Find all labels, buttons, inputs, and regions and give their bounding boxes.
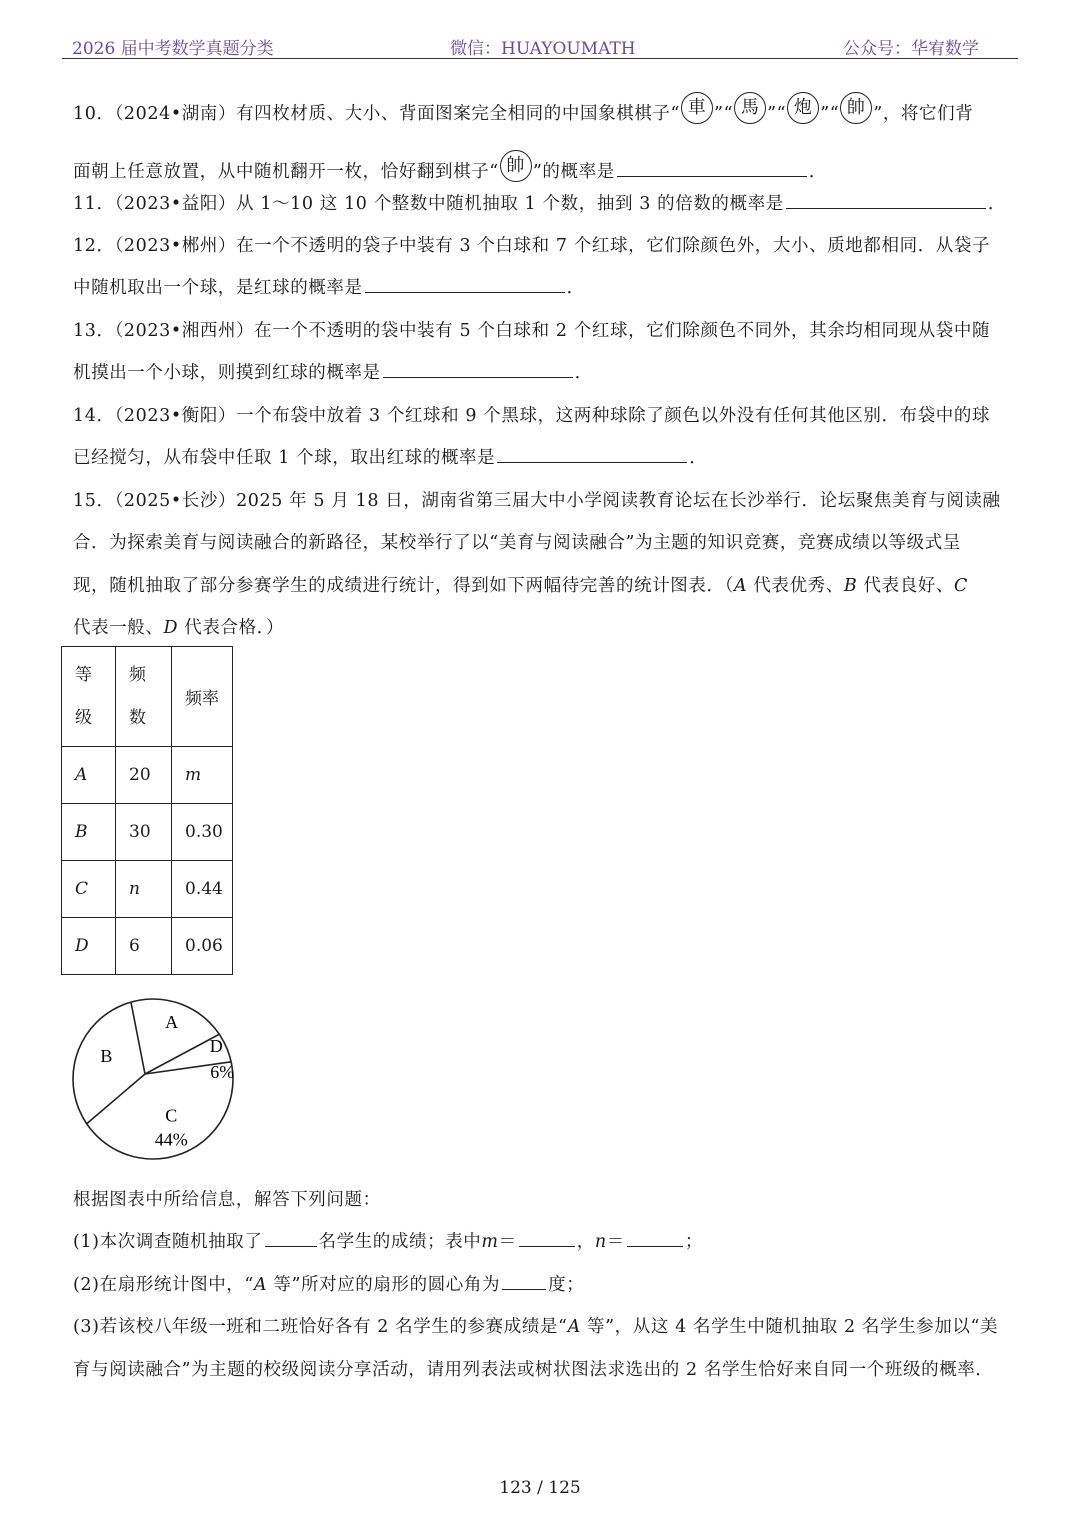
header-rule <box>62 58 1018 59</box>
q1-eq: ＝ <box>606 1232 625 1252</box>
table-cell: 0.06 <box>172 918 233 975</box>
q13-line2 <box>73 359 593 384</box>
var-A: A <box>253 1275 268 1295</box>
q10-line2 <box>73 150 827 183</box>
q15-text-c: 代表良好、 <box>857 576 955 596</box>
pie-label-d: D <box>209 1035 223 1056</box>
q15-text-e: 代表合格．） <box>178 618 285 638</box>
q10-sep: ”“ <box>767 104 787 124</box>
q1-end: ； <box>684 1232 703 1252</box>
header-char: 频 <box>129 664 146 685</box>
q2-end: 度； <box>548 1275 585 1295</box>
q1-text-b: 名学生的成绩；表中 <box>318 1232 482 1252</box>
table-cell: 0.30 <box>172 804 233 861</box>
q11-end: ． <box>987 194 1006 214</box>
var-m: m <box>481 1232 499 1252</box>
table-cell: 0.44 <box>172 861 233 918</box>
q2-text-b: 等”所对应的扇形的圆心角为 <box>267 1275 501 1295</box>
q11-line <box>73 190 1006 215</box>
pie-chart <box>62 990 262 1170</box>
questions-intro: 根据图表中所给信息，解答下列问题： <box>73 1190 381 1210</box>
answer-blank[interactable] <box>497 445 687 464</box>
q14-line2 <box>73 444 707 469</box>
q11-text: 11．（2023•益阳）从 1～10 这 10 个整数中随机抽取 1 个数，抽到 3 的倍数的概率是 <box>73 194 784 214</box>
q15-line2: 合．为探索美育与阅读融合的新路径，某校举行了以“美育与阅读融合”为主题的知识竞赛，竞赛成绩以等级式呈 <box>73 533 961 553</box>
answer-blank[interactable] <box>519 1229 575 1248</box>
q3-text-b: 等”，从这 4 名学生中随机抽取 2 名学生参加以“美 <box>580 1317 999 1337</box>
header-char: 级 <box>75 707 92 728</box>
var-n: n <box>594 1232 607 1252</box>
q13-end: ． <box>574 363 593 383</box>
q10-line1 <box>73 92 973 125</box>
var-A: A <box>567 1317 581 1337</box>
q1-sep: ， <box>576 1232 595 1252</box>
q14-end: ． <box>689 448 708 468</box>
table-cell <box>172 747 233 804</box>
cell-grade: B <box>75 822 88 842</box>
cell-var: m <box>185 765 202 785</box>
table-cell <box>116 861 172 918</box>
q2-text-a: (2)在扇形统计图中，“ <box>73 1275 254 1295</box>
q15-line1: 15．（2025•长沙）2025 年 5 月 18 日，湖南省第三届大中小学阅读教育论坛在长沙举行．论坛聚焦美育与阅读融 <box>73 491 1001 511</box>
q15-text-d: 代表一般、 <box>73 618 164 638</box>
q1-text-a: (1)本次调查随机抽取了 <box>73 1232 263 1252</box>
chess-piece-ma: 馬 <box>734 92 766 124</box>
sub-question-3-line1 <box>73 1313 998 1338</box>
header-left-title: 2026 届中考数学真题分类 <box>72 39 274 59</box>
q10-text-b: ”，将它们背 <box>873 104 974 124</box>
q10-sep: ”“ <box>820 104 840 124</box>
q15-text-b: 代表优秀、 <box>747 576 844 596</box>
cell-grade: A <box>75 765 88 785</box>
header-public-account: 公众号：华宥数学 <box>843 39 979 59</box>
answer-blank[interactable] <box>265 1229 317 1248</box>
cell-var: n <box>129 879 140 899</box>
table-cell <box>62 747 116 804</box>
cell-grade: C <box>75 879 89 899</box>
table-row <box>62 804 233 861</box>
pie-percent-d: 6% <box>210 1061 235 1082</box>
q15-line3 <box>73 572 968 597</box>
q10-text-d: ”的概率是 <box>532 162 615 182</box>
table-row <box>62 918 233 975</box>
q12-text: 中随机取出一个球，是红球的概率是 <box>73 278 363 298</box>
page-number: 123 / 125 <box>499 1478 581 1498</box>
pie-percent-c: 44% <box>154 1129 188 1150</box>
table-header-row <box>62 647 233 747</box>
table-cell: 30 <box>116 804 172 861</box>
pie-slice-boundary <box>87 1074 145 1124</box>
q14-line1: 14．（2023•衡阳）一个布袋中放着 3 个红球和 9 个黑球，这两种球除了颜色以外没有任何其他区别．布袋中的球 <box>73 406 991 426</box>
table-header-count <box>116 647 172 747</box>
q3-text-a: (3)若该校八年级一班和二班恰好各有 2 名学生的参赛成绩是“ <box>73 1317 568 1337</box>
q14-text: 已经搅匀，从布袋中任取 1 个球，取出红球的概率是 <box>73 448 496 468</box>
answer-blank[interactable] <box>365 275 565 294</box>
table-row <box>62 747 233 804</box>
q10-text-a: 10．（2024•湖南）有四枚材质、大小、背面图案完全相同的中国象棋棋子“ <box>73 104 681 124</box>
table-cell <box>62 804 116 861</box>
q10-text-c: 面朝上任意放置，从中随机翻开一枚，恰好翻到棋子“ <box>73 162 499 182</box>
var-C: C <box>954 576 969 596</box>
chess-piece-shuai: 帥 <box>840 92 872 124</box>
q12-end: ． <box>566 278 585 298</box>
table-header-grade <box>62 647 116 747</box>
table-row <box>62 861 233 918</box>
q10-sep: ”“ <box>714 104 734 124</box>
table-cell: 6 <box>116 918 172 975</box>
frequency-table <box>61 646 233 975</box>
q15-line4 <box>73 614 284 639</box>
var-B: B <box>843 576 858 596</box>
table-cell <box>62 918 116 975</box>
q13-line1: 13．（2023•湘西州）在一个不透明的袋中装有 5 个白球和 2 个红球，它们除颜色不同外，其余均相同现从袋中随 <box>73 321 991 341</box>
table-cell: 20 <box>116 747 172 804</box>
pie-outline <box>73 999 233 1159</box>
cell-grade: D <box>75 936 89 956</box>
pie-slice-boundary <box>131 1002 145 1074</box>
answer-blank[interactable] <box>627 1229 683 1248</box>
q12-line1: 12．（2023•郴州）在一个不透明的袋子中装有 3 个白球和 7 个红球，它们除颜色外，大小、质地都相同．从袋子 <box>73 236 991 256</box>
header-char: 等 <box>75 664 92 685</box>
header-wechat: 微信：HUAYOUMATH <box>450 39 636 59</box>
q10-end: ． <box>808 162 827 182</box>
chess-piece-shuai-target: 帥 <box>500 150 532 182</box>
pie-label-a: A <box>165 1011 179 1032</box>
answer-blank[interactable] <box>383 360 573 379</box>
answer-blank[interactable] <box>617 159 807 178</box>
pie-label-b: B <box>100 1046 113 1067</box>
chess-piece-pao: 炮 <box>787 92 819 124</box>
chess-piece-che: 車 <box>681 92 713 124</box>
pie-label-c: C <box>165 1105 178 1126</box>
answer-blank[interactable] <box>502 1272 546 1291</box>
q1-eq: ＝ <box>498 1232 517 1252</box>
var-D: D <box>163 618 179 638</box>
q12-line2 <box>73 274 585 299</box>
q13-text: 机摸出一个小球，则摸到红球的概率是 <box>73 363 381 383</box>
var-A: A <box>733 576 748 596</box>
sub-question-1 <box>73 1228 703 1253</box>
sub-question-2 <box>73 1271 584 1296</box>
answer-blank[interactable] <box>786 191 986 210</box>
header-char: 数 <box>129 707 146 728</box>
sub-question-3-line2: 育与阅读融合”为主题的校级阅读分享活动，请用列表法或树状图法求选出的 2 名学生恰好来自同一个班级的概率． <box>73 1360 994 1380</box>
table-cell <box>62 861 116 918</box>
table-header-frequency: 频率 <box>172 647 233 747</box>
q15-text-a: 现，随机抽取了部分参赛学生的成绩进行统计，得到如下两幅待完善的统计图表．（ <box>73 576 734 596</box>
